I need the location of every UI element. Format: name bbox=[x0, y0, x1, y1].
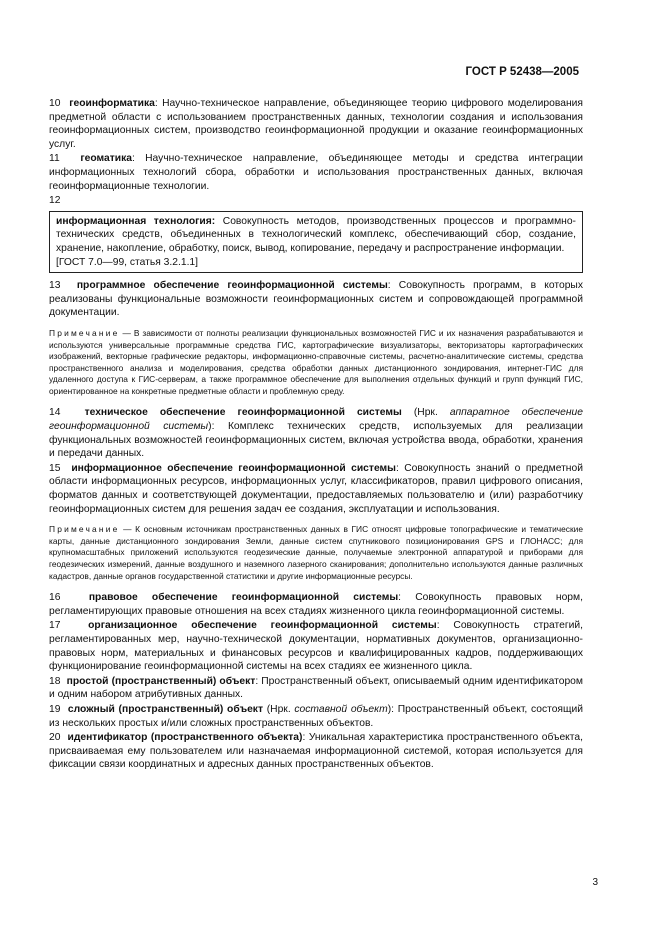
document-code: ГОСТ Р 52438—2005 bbox=[465, 66, 579, 78]
entry-20: 20 идентификатор (пространственного объекта): Уникальная характеристика пространственного объекта, присваиваемая ему пользователем или назначаемая информационной системой, которая используется для фиксации связи координатных и адресных данных пространственных объектов. bbox=[49, 732, 583, 771]
entry-11: 11 геоматика: Научно-техническое направление, объединяющее методы и средства интеграции информационных технологий сбора, обработки и использования пространственных данных, включая геоинформационные технологии. bbox=[49, 153, 583, 192]
entry-10: 10 геоинформатика: Научно-техническое направление, объединяющее теорию цифрового моделирования предметной области с использованием пространственных данных, технологии создания и использования геоинформационных систем, производство геоинформационной продукции и оказание геоинформационных услуг. bbox=[49, 98, 583, 150]
entry-12-number: 12 bbox=[49, 195, 61, 207]
entry-12-box bbox=[49, 211, 583, 273]
entry-14: 14 техническое обеспечение геоинформационной системы (Нрк. аппаратное обеспечение геоинформационной системы): Комплекс технических средств, используемых для реализации функциональных возможностей геоинформационных систем, включая устройства ввода, обработки, хранения и передачи данных. bbox=[49, 407, 583, 460]
entry-12-reference: [ГОСТ 7.0—99, статья 3.2.1.1] bbox=[56, 256, 199, 268]
entry-19: 19 сложный (пространственный) объект (Нрк. составной объект): Пространственный объект, состоящий из нескольких простых и/или сложных пространственных объектов. bbox=[49, 703, 583, 729]
page-number: 3 bbox=[592, 877, 598, 888]
entry-16: 16 правовое обеспечение геоинформационной системы: Совокупность правовых норм, регламентирующих правовые отношения на всех стадиях жизненного цикла геоинформационной системы. bbox=[49, 592, 583, 617]
entry-12-definition: информационная технология: Совокупность методов, производственных процессов и программно-технических средств, объединенных в технологический комплекс, обеспечивающий сбор, создание, хранение, накопление, обработку, поиск, вывод, копирование, передачу и распространение информации. bbox=[56, 215, 576, 254]
entry-13: 13 программное обеспечение геоинформационной системы: Совокупность программ, в которых реализованы функциональные возможности геоинформационных систем и сопровождающей программной документации. bbox=[49, 280, 583, 319]
page-content bbox=[49, 97, 583, 773]
entry-15: 15 информационное обеспечение геоинформационной системы: Совокупность знаний о предметной области информационных ресурсов, информационных услуг, классификаторов, правил цифрового описания, форматов данных и соответствующей документации, предоставляемых пользователю и (или) разработчику геоинформационных систем для решения задач ее создания, эксплуатации и использования. bbox=[49, 462, 583, 515]
note-2: Примечание — К основным источникам пространственных данных в ГИС относят цифровые топографические и тематические карты, данные дистанционного зондирования Земли, данные систем спутникового позиционирования GPS и ГЛОНАСС; для крупномасштабных приложений используются геодезические данные, получаемые электронной аппаратурой и приборами для геодезических измерений, данные воздушного и наземного лазерного сканирования; дополнительно используются данные различных кадастров, данные органов государственной статистики и другие информационные ресурсы. bbox=[49, 524, 583, 581]
note-1: Примечание — В зависимости от полноты реализации функциональных возможностей ГИС и их назначения разрабатываются и используются универсальные программные средства ГИС, картографические визуализаторы, векторизаторы картографических изображений, векторные графические редакторы, информационно-справочные системы, расчетно-аналитические системы, средства пространственного анализа и моделирования, средства обработки данных дистанционного зондирования, интернет-ГИС для удаленного доступа к ГИС-серверам, а также программное обеспечение для выполнения отдельных функций и групп функций ГИС, ориентированное на конкретные предметные области и проблемную среду. bbox=[49, 327, 583, 396]
entry-17: 17 организационное обеспечение геоинформационной системы: Совокупность стратегий, регламентированных мер, научно-технической документации, нормативных документов, организационно-правовых норм, материальных и финансовых ресурсов и квалифицированных кадров, поддерживающих функционирование геоинформационной системы на всех стадиях ее жизненного цикла. bbox=[49, 620, 583, 673]
entry-18: 18 простой (пространственный) объект: Пространственный объект, описываемый одним идентификатором и одним набором атрибутивных данных. bbox=[49, 675, 583, 701]
